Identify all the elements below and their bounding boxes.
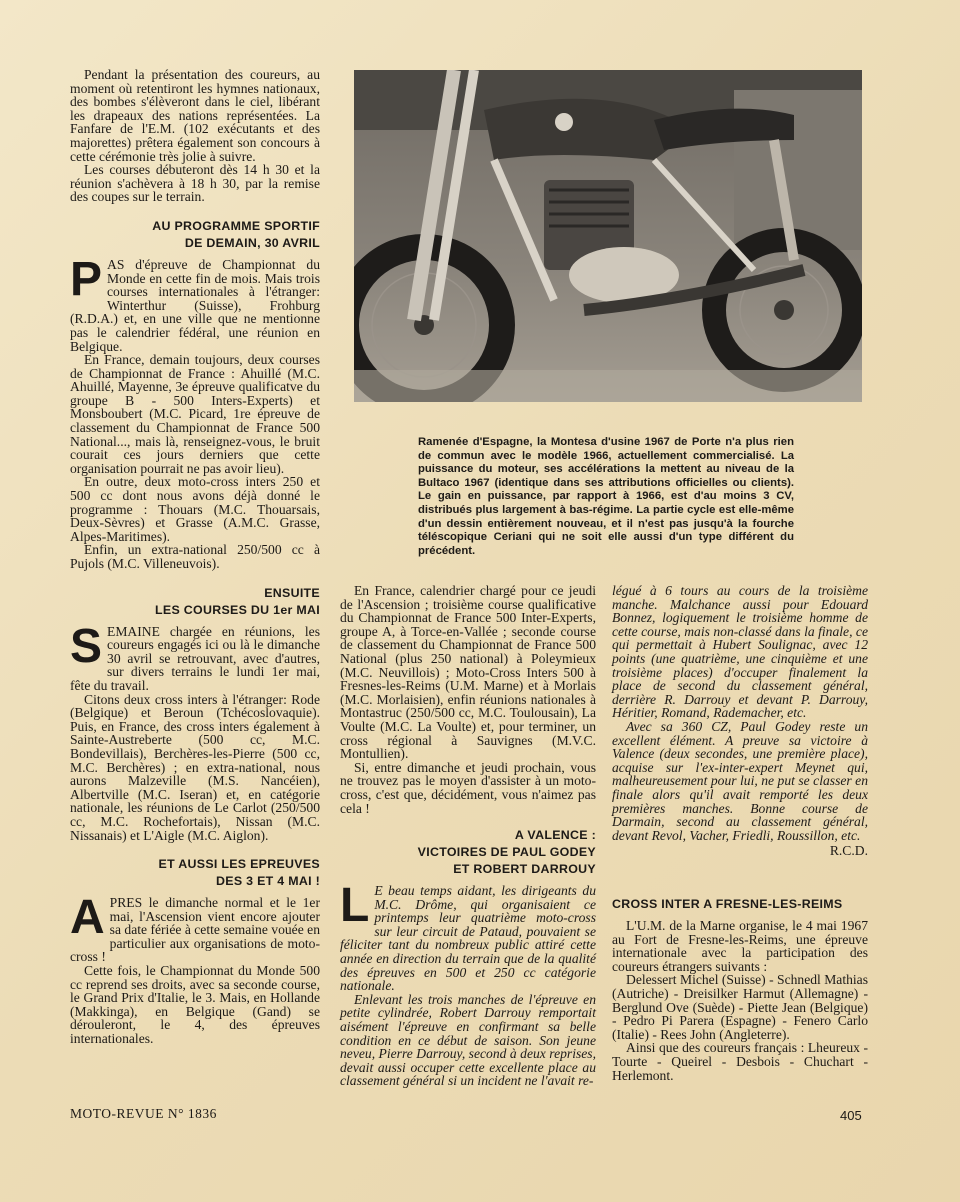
col3-paragraph-1: légué à 6 tours au cours de la troisième manche. Malchance aussi pour Edouard Bonnez, logiquement le troisième homme de cette course, mais non-classé dans la finale, ce qui permettait à Hubert Soulignac, avec 12 points (une quatrième, une cinquième et une troisième places) d'occuper finalement la place de second du classement général, derrière R. Darrouy et devant P. Darrouy, Héritier, Romand, Rademacher, etc. — [612, 583, 868, 721]
section5-paragraph-3: Ainsi que des coureurs français : Lheureux - Tourte - Queirel - Desbois - Chuchart - Herlemont. — [612, 1040, 868, 1083]
motorcycle-photo — [354, 70, 862, 402]
drop-cap-a: A — [70, 891, 105, 945]
motorcycle-illustration — [354, 70, 862, 402]
author-signature: R.C.D. — [829, 843, 868, 859]
section4-paragraph-2: Enlevant les trois manches de l'épreuve en petite cylindrée, Robert Darrouy remportait aisément l'épreuve en confirmant sa belle condition en ce début de saison. Son jeune neveu, Pierre Darrouy, second à deux reprises, devait aussi occuper cette excellente place au classement général si un incident ne l'avait re- — [340, 991, 596, 1089]
photo-caption: Ramenée d'Espagne, la Montesa d'usine 1967 de Porte n'a plus rien de commun avec le modèle 1966, actuellement commercialisé. La puissance du moteur, ses accélérations la mettent au niveau de la Bultaco 1967 (identique dans ses attributions officielles ou clients). Le gain en puissance, par rapport à 1966, est d'au moins 3 CV, distribués plus largement à bas-régime. La partie cycle est elle-même d'un dessin entièrement nouveau, et il n'est pas jusqu'à la fourche téléscopique Ceriani qui ne soit elle aussi d'un type différent du précédent. — [418, 436, 794, 557]
drop-cap-l: L — [340, 879, 370, 933]
heading-epreuves-3-4-mai: ET AUSSI LES EPREUVES DES 3 ET 4 MAI ! — [158, 857, 320, 889]
col2-paragraph-1: En France, calendrier chargé pour ce jeudi de l'Ascension ; troisième course qualificative du Championnat de France 500 Inter-Experts, groupe A, à Torce-en-Vallée ; seconde course de classement du Championnat de France 500 National (plus 250 national) à Poleymieux (M.C. Neuvillois) ; Moto-Cross Inters 500 à Fresnes-les-Reims (U.M. Marne) et à Morlais (M.C. Morlaisien), enfin réunions nationales à Montastruc (250/500 cc, M.C. Toulousain), La Voulte (M.C. La Voulte) et, pour terminer, un cross régional à Sauvignes (M.V.C. Montullien). — [340, 583, 596, 762]
magazine-issue: MOTO-REVUE N° 1836 — [70, 1106, 217, 1121]
section4-paragraph-1: L E beau temps aidant, les dirigeants du M.C. Drôme, qui organisaient ce printemps leur quatrième moto-cross sur leur circuit de Pataud, pouvaient se féliciter tant du nombreux public attiré cette année en direction du terrain que de la qualité des épreuves en 500 et 250 cc catégorie nationale. — [340, 879, 596, 994]
heading-ensuite: ENSUITE LES COURSES DU 1er MAI — [155, 585, 320, 617]
section1-paragraph-4: Enfin, un extra-national 250/500 cc à Pujols (M.C. Villeneuvois). — [70, 542, 320, 571]
column-left — [70, 68, 320, 1046]
heading-a-valence: A VALENCE : VICTOIRES DE PAUL GODEY ET ROBERT DARROUY — [417, 828, 596, 877]
column-right — [612, 584, 868, 858]
heading-cross-inter-fresne: CROSS INTER A FRESNE-LES-REIMS — [612, 897, 843, 911]
section3-paragraph-2: Cette fois, le Championnat du Monde 500 cc reprend ses droits, avec sa seconde course, le Grand Prix d'Italie, le 3. Mais, en Hollande (Makkinga), en Belgique (Gand) se dérouleront, le 4, des épreuves internationales. — [70, 963, 320, 1047]
section1-paragraph-1: PAS d'épreuve de Championnat du Monde en cette fin de mois. Mais trois courses internationales à l'étranger: Winterthur (Suisse), Frohburg (R.D.A.) et, en une ville que ne mentionne pas le calendrier fédéral, une réunion en Belgique. — [70, 252, 320, 354]
page-number: 405 — [840, 1108, 862, 1123]
drop-cap-p: P — [70, 252, 103, 306]
section2-paragraph-2: Citons deux cross inters à l'étranger: Rode (Belgique) et Beroun (Tchécoslovaquie). Puis, en France, des cross inters également à Sainte-Austreberte (500 cc, M.C. Bondevillais), Berchères-les-Pierre (500 cc, M.C. Berchères) ; en extra-national, nous aurons Malzeville (M.S. Nancéien), Albertville (M.C. Iseran) et, en catégorie nationale, les réunions de Le Carlot (250/500 cc, M.C. Rochefortais), Nissan (M.C. Nissanais) et L'Aigle (M.C. Aiglon). — [70, 691, 320, 843]
drop-cap-s: S — [70, 619, 103, 673]
section3-paragraph-1: APRES le dimanche normal et le 1er mai, l'Ascension vient encore ajouter sa date fériée à cette semaine vouée en particulier aux organisations de moto-cross ! — [70, 891, 320, 965]
intro-paragraph-2: Les courses débuteront dès 14 h 30 et la réunion s'achèvera à 18 h 30, par la remise des coupes sur le terrain. — [70, 162, 320, 205]
section2-paragraph-1: SEMAINE chargée en réunions, les coureurs engagés ici ou là le dimanche 30 avril se retrouvant, avec d'autres, sur divers terrains le lundi 1er mai, fête du travail. — [70, 619, 320, 693]
col2-paragraph-2: Si, entre dimanche et jeudi prochain, vous ne trouvez pas le moyen d'assister à un moto-cross, c'est que, décidément, vous n'aimez pas cela ! — [340, 759, 596, 816]
section5-paragraph-1: L'U.M. de la Marne organise, le 4 mai 1967 au Fort de Fresne-les-Reims, une épreuve internationale avec la participation des coureurs étrangers suivants : — [612, 918, 868, 974]
section1-paragraph-3: En outre, deux moto-cross inters 250 et 500 cc dont nous avons déjà donné le programme : Thouars (M.C. Thouarsais, Deux-Sèvres) et Grasse (A.M.C. Grasse, Alpes-Maritimes). — [70, 474, 320, 544]
section5-paragraph-2: Delessert Michel (Suisse) - Schnedl Mathias (Autriche) - Dreisilker Harmut (Allemagne) - Berglund Ove (Suède) - Piette Jean (Belgique) - Pedro Pi Parera (Espagne) - Fenero Carlo (Italie) - Rees John (Angleterre). — [612, 972, 868, 1042]
col3-paragraph-2: Avec sa 360 CZ, Paul Godey reste un excellent élément. A preuve sa victoire à Valence (deux secondes, une première place), acquise sur l'ex-inter-expert Meynet qui, malheureusement pour lui, ne put se classer en finale alors qu'il avait remporté les deux premières manches. Bonne course de Darmain, second au classement général, devant Revol, Vacher, Friedli, Roussillon, etc. — [612, 718, 868, 843]
section1-paragraph-2: En France, demain toujours, deux courses de Championnat de France : Ahuillé (M.C. Ahuillé, Mayenne, 3e épreuve qualificatve du groupe B - 500 Inters-Experts) et Monsboubert (M.C. Picard, 1re épreuve de classement du Championnat de France 500 National..., mais là, renseignez-vous, le bruit courait ces jours derniers que cette organisation pourrait ne pas avoir lieu). — [70, 352, 320, 476]
heading-programme-sportif: AU PROGRAMME SPORTIF DE DEMAIN, 30 AVRIL — [152, 218, 320, 250]
intro-paragraph-1: Pendant la présentation des coureurs, au moment où retentiront les hymnes nationaux, des bombes s'élèveront dans le ciel, libérant les drapeaux des nations représentées. La Fanfare de l'E.M. (102 exécutants et des majorettes) prêtera également son concours à cette cérémonie très jolie à suivre. — [70, 67, 320, 164]
column-right-lower — [612, 896, 868, 1082]
column-middle — [340, 584, 596, 1088]
